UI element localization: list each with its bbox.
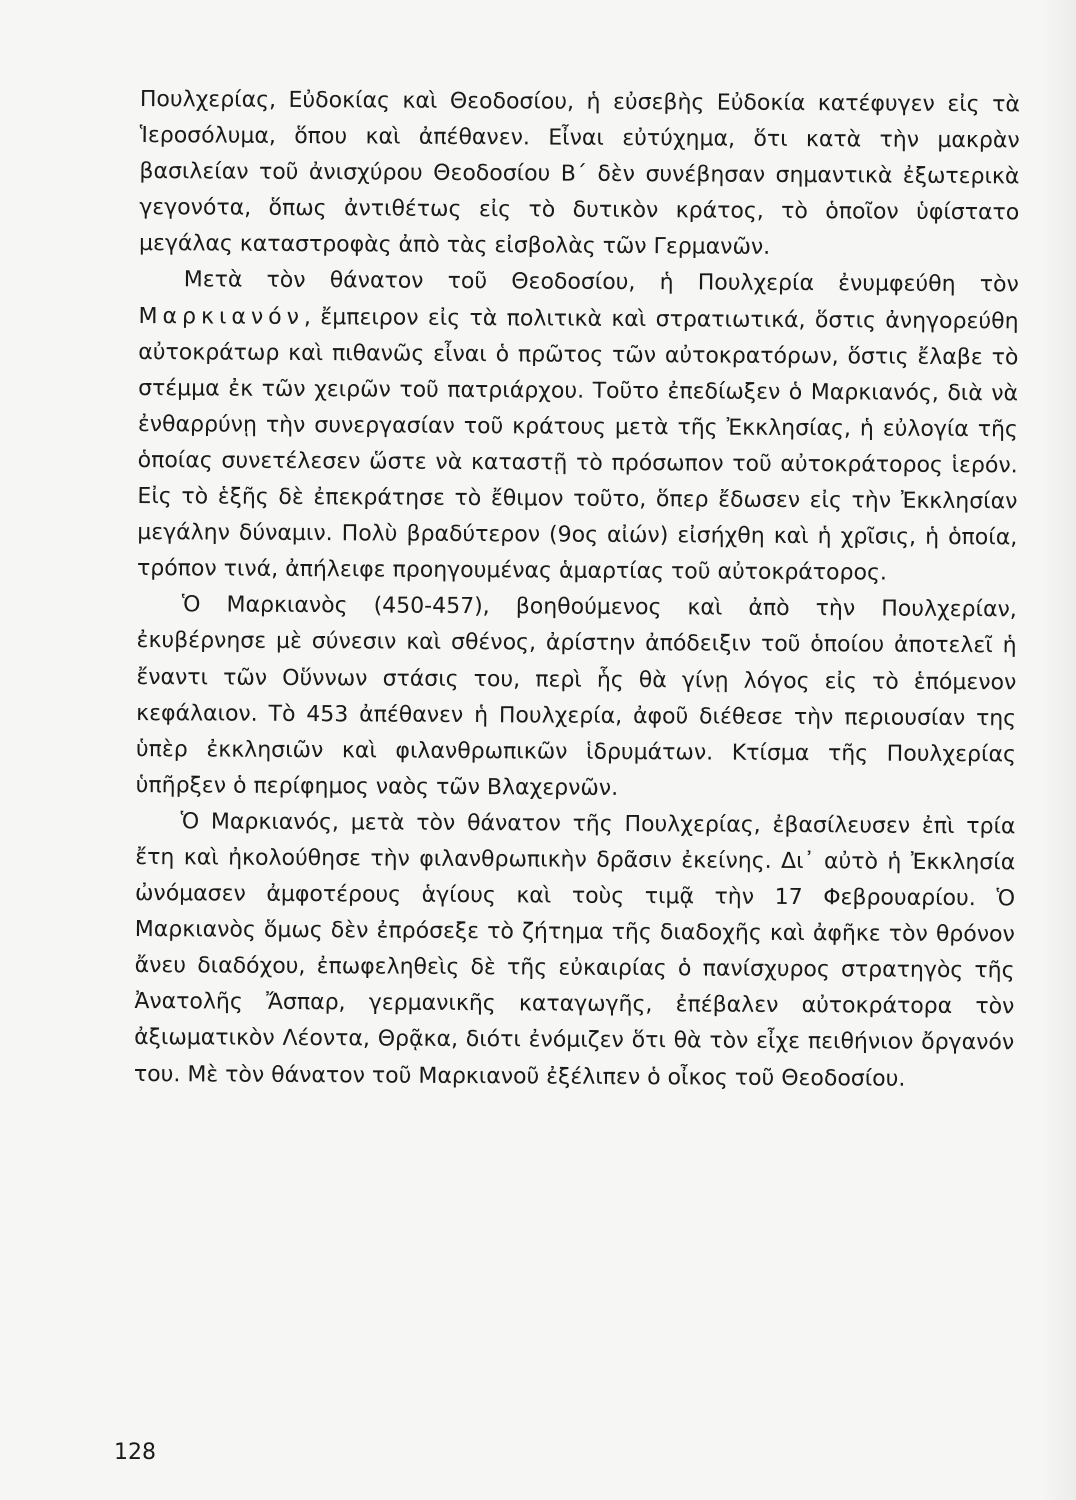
paragraph-1: Πουλχερίας, Εὐδοκίας καὶ Θεοδοσίου, ἡ εὐσεβὴς Εὐδοκία κατέφυγεν εἰς τὰ Ἱεροσόλυμα, ὅπου καὶ ἀπέθανεν. Εἶναι εὐτύχημα, ὅτι κατὰ τὴν μακρὰν βασιλείαν τοῦ ἀνισχύρου Θεοδοσίου Β΄ δὲν συνέβησαν σημαντικὰ ἐξωτερικὰ γεγονότα, ὅπως ἀντιθέτως εἰς τὸ δυτικὸν κράτος, τὸ ὁποῖον ὑφίστατο μεγάλας καταστροφὰς ἀπὸ τὰς εἰσβολὰς τῶν Γερμανῶν. xyxy=(138,86,1020,261)
paragraph-2-body: , ἔμπειρον εἰς τὰ πολιτικὰ καὶ στρατιωτικά, ὅστις ἀνηγορεύθη αὐτοκράτωρ καὶ πιθανῶς εἶναι ὁ πρῶτος τῶν αὐτοκρατόρων, ὅστις ἔλαβε τὸ στέμμα ἐκ τῶν χειρῶν τοῦ πατριάρχου. Τοῦτο ἐπεδίωξεν ὁ Μαρκιανός, διὰ νὰ ἐνθαρρύνῃ τὴν συνεργασίαν τοῦ κράτους μετὰ τῆς Ἐκκλησίας, ἡ εὐλογία τῆς ὁποίας συνετέλεσεν ὥστε νὰ καταστῇ τὸ πρόσωπον τοῦ αὐτοκράτορος ἱερόν. Εἰς τὸ ἑξῆς δὲ ἐπεκράτησε τὸ ἔθιμον τοῦτο, ὅπερ ἔδωσεν εἰς τὴν Ἐκκλησίαν μεγάλην δύναμιν. Πολὺ βραδύτερον (9ος αἰών) εἰσήχθη καὶ ἡ χρῖσις, ἡ ὁποία, τρόπον τινά, ἀπήλειφε προηγουμένας ἁμαρτίας τοῦ αὐτοκράτορος. xyxy=(136,304,1019,586)
emphasized-name-markianos: Μαρκιανόν xyxy=(138,303,305,330)
page-number: 128 xyxy=(114,1440,156,1465)
paragraph-3: Ὁ Μαρκιανὸς (450-457), βοηθούμενος καὶ ἀπὸ τὴν Πουλχερίαν, ἐκυβέρνησε μὲ σύνεσιν καὶ σθένος, ἀρίστην ἀπόδειξιν τοῦ ὁποίου ἀποτελεῖ ἡ ἔναντι τῶν Οὕννων στάσις του, περὶ ἧς θὰ γίνῃ λόγος εἰς τὸ ἑπόμενον κεφάλαιον. Τὸ 453 ἀπέθανεν ἡ Πουλχερία, ἀφοῦ διέθεσε τὴν περιουσίαν της ὑπὲρ ἐκκλησιῶν καὶ φιλανθρωπικῶν ἱδρυμάτων. Κτίσμα τῆς Πουλχερίας ὑπῆρξεν ὁ περίφημος ναὸς τῶν Βλαχερνῶν. xyxy=(135,592,1017,801)
paragraph-2-lead: Μετὰ τὸν θάνατον τοῦ Θεοδοσίου, ἡ Πουλχερία ἐνυμφεύθη τὸν xyxy=(183,267,1019,298)
page-edge-shadow xyxy=(1040,0,1076,1500)
body-text xyxy=(134,82,1020,1098)
paragraph-4: Ὁ Μαρκιανός, μετὰ τὸν θάνατον τῆς Πουλχερίας, ἐβασίλευσεν ἐπὶ τρία ἔτη καὶ ἠκολούθησε τὴν φιλανθρωπικὴν δρᾶσιν ἐκείνης. Δι᾽ αὐτὸ ἡ Ἐκκλησία ὠνόμασεν ἀμφοτέρους ἁγίους καὶ τοὺς τιμᾷ τὴν 17 Φεβρουαρίου. Ὁ Μαρκιανὸς ὅμως δὲν ἐπρόσεξε τὸ ζήτημα τῆς διαδοχῆς καὶ ἀφῆκε τὸν θρόνον ἄνευ διαδόχου, ἐπωφεληθεὶς δὲ τῆς εὐκαιρίας ὁ πανίσχυρος στρατηγὸς τῆς Ἀνατολῆς Ἄσπαρ, γερμανικῆς καταγωγῆς, ἐπέβαλεν αὐτοκράτορα τὸν ἀξιωματικὸν Λέοντα, Θρᾷκα, διότι ἐνόμιζεν ὅτι θὰ τὸν εἶχε πειθήνιον ὄργανόν του. Μὲ τὸν θάνατον τοῦ Μαρκιανοῦ ἐξέλιπεν ὁ οἶκος τοῦ Θεοδοσίου. xyxy=(133,809,1016,1092)
paragraph-2 xyxy=(137,262,1019,592)
